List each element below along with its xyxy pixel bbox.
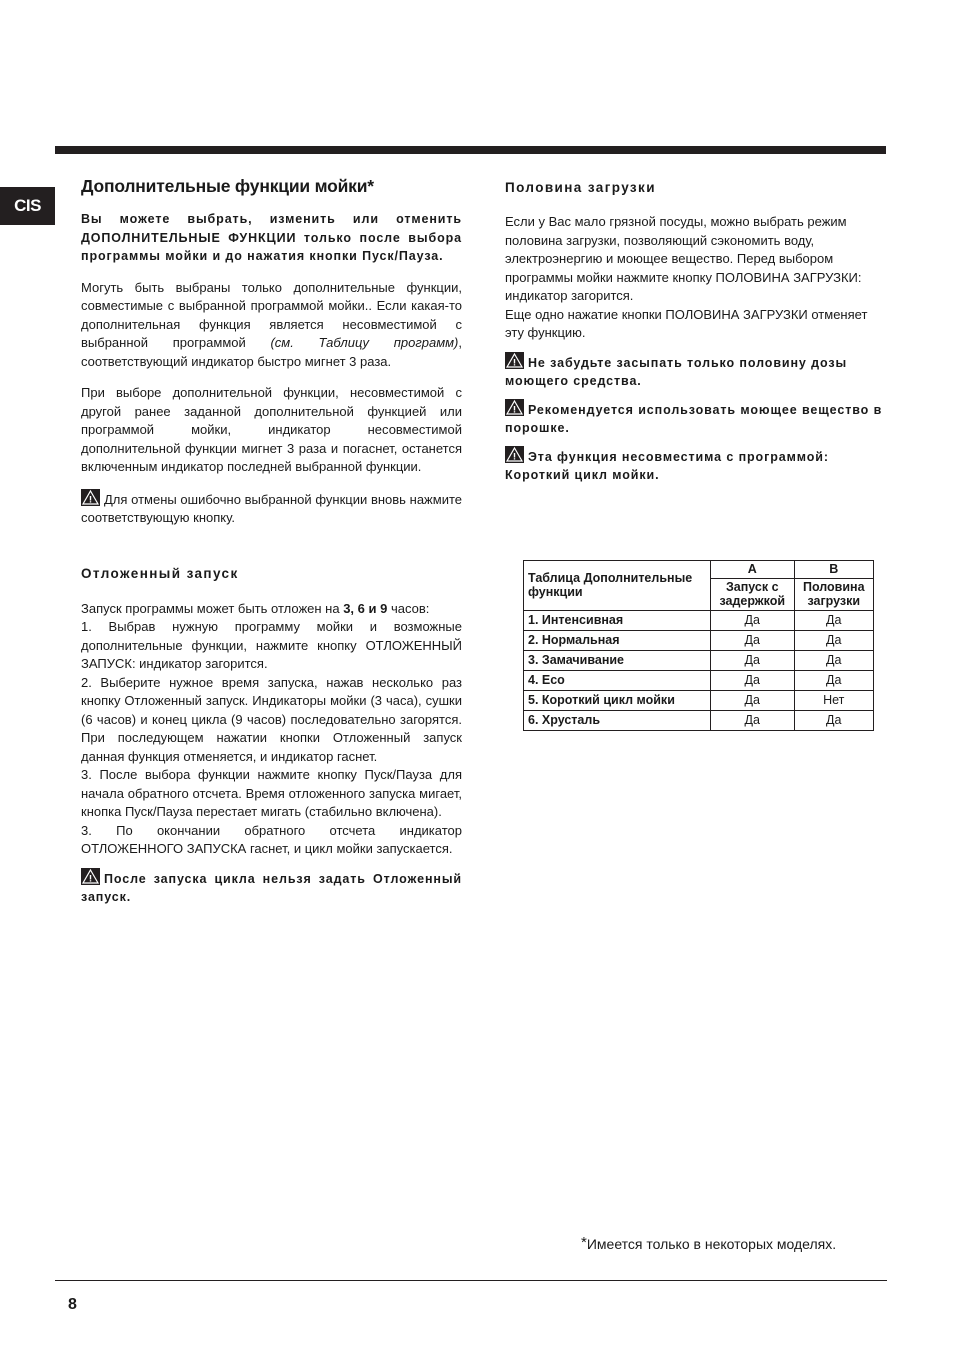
row-function: 5. Короткий цикл мойки — [524, 690, 711, 710]
warning-delay — [81, 868, 462, 907]
half-load-para: Если у Вас мало грязной посуды, можно выбрать режим половина загрузки, позволяющий сэкономить воду, электроэнергию и моющее вещество. Перед выбором программы мойки нажмите кнопку ПОЛОВИНА ЗАГРУЗКИ: индикатор загорится. — [505, 214, 862, 303]
row-half: Да — [794, 710, 873, 730]
options-table — [523, 560, 874, 731]
table-row — [524, 650, 874, 670]
options-table-wrap — [523, 560, 874, 731]
warning-short-cycle — [505, 446, 885, 485]
warning-powder-text: Рекомендуется использовать моющее вещество в порошке. — [505, 402, 883, 435]
col-a-name: Запуск с задержкой — [711, 578, 795, 610]
delay-title: Отложенный запуск — [81, 565, 239, 581]
row-delay: Да — [711, 610, 795, 630]
row-function: 2. Нормальная — [524, 630, 711, 650]
col-b-letter: B — [794, 561, 873, 579]
row-delay: Да — [711, 670, 795, 690]
row-delay: Да — [711, 650, 795, 670]
warning-short-cycle-text: Эта функция несовместима с программой: Короткий цикл мойки. — [505, 449, 829, 482]
row-function: 4. Eco — [524, 670, 711, 690]
delay-intro — [81, 600, 462, 619]
bottom-rule — [55, 1280, 887, 1281]
table-row — [524, 670, 874, 690]
delay-step: 3. По окончании обратного отсчета индикатор ОТЛОЖЕННОГО ЗАПУСКА гаснет, и цикл мойки запускается. — [81, 822, 462, 856]
delay-intro-text: Запуск программы может быть отложен на — [81, 600, 344, 616]
footnote-mark: * — [581, 1234, 587, 1251]
para-compat-end: , соответствующий индикатор быстро мигнет 3 раза. — [81, 335, 462, 369]
warning-powder — [505, 399, 885, 438]
delay-step: 2. Выберите нужное время запуска, нажав несколько раз кнопку Отложенный запуск. Индикаторы мойки (3 часа), сушки (6 часов) и конец цикла (9 часов) последовательно загорятся. При последующем нажатии кнопки Отложенный запуск данная функция отменяется, и индикатор гаснет. — [81, 674, 462, 764]
program-table-ref: (см. Таблицу программ) — [270, 335, 459, 350]
table-row — [524, 630, 874, 650]
delay-intro-end: часов: — [387, 600, 430, 616]
right-column — [505, 180, 885, 485]
section-title: Дополнительные функции мойки* — [81, 176, 374, 196]
row-half: Да — [794, 630, 873, 650]
warning-icon — [81, 868, 100, 885]
row-function: 3. Замачивание — [524, 650, 711, 670]
table-row — [524, 610, 874, 630]
footnote — [581, 1234, 836, 1252]
intro-bold: Вы можете выбрать, изменить или отменить ДОПОЛНИТЕЛЬНЫЕ ФУНКЦИИ только после выбора программы мойки и до нажатия кнопки Пуск/Пауза. — [81, 212, 462, 263]
table-row — [524, 710, 874, 730]
warning-icon — [81, 489, 100, 506]
warning-delay-text: После запуска цикла нельзя задать Отложенный запуск. — [81, 871, 462, 904]
table-row — [524, 690, 874, 710]
warning-icon — [505, 446, 524, 463]
delay-step: 1. Выбрав нужную программу мойки и возможные дополнительные функции, нажмите кнопку ОТЛОЖЕННЫЙ ЗАПУСК: индикатор загорится. — [81, 619, 462, 671]
warning-icon — [505, 399, 524, 416]
col-a-letter: A — [711, 561, 795, 579]
para-compat — [81, 279, 462, 372]
delay-hours: 3, 6 и 9 — [343, 600, 388, 616]
row-function: 1. Интенсивная — [524, 610, 711, 630]
row-half: Нет — [794, 690, 873, 710]
warning-cancel-text: Для отмены ошибочно выбранной функции вновь нажмите соответствующую кнопку. — [81, 491, 462, 525]
para-compat-text: Могуть быть выбраны только дополнительные функции, совместимые с выбранной программой мойки.. Если какая-то дополнительная функция является несовместимой с выбранной программой — [81, 279, 462, 350]
warning-cancel — [81, 489, 462, 528]
row-half: Да — [794, 650, 873, 670]
footnote-text: Имеется только в некоторых моделях. — [586, 1236, 837, 1252]
half-load-title: Половина загрузки — [505, 180, 656, 195]
left-column — [81, 176, 462, 907]
row-half: Да — [794, 610, 873, 630]
table-header-label: Таблица Дополнительные функции — [524, 561, 711, 611]
row-delay: Да — [711, 710, 795, 730]
row-half: Да — [794, 670, 873, 690]
warning-half-dose — [505, 352, 885, 391]
half-load-cancel: Еще одно нажатие кнопки ПОЛОВИНА ЗАГРУЗКИ отменяет эту функцию. — [505, 306, 868, 340]
delay-step: 3. После выбора функции нажмите кнопку Пуск/Пауза для начала обратного отсчета. Время отложенного запуска мигает, кнопка Пуск/Пауза перестает мигать (стабильно включена). — [81, 767, 462, 819]
warning-icon — [505, 352, 524, 369]
row-delay: Да — [711, 630, 795, 650]
warning-half-dose-text: Не забудьте засыпать только половину дозы моющего средства. — [505, 355, 848, 388]
language-tab: CIS — [0, 187, 55, 225]
top-rule — [55, 146, 886, 154]
col-b-name: Половина загрузки — [794, 578, 873, 610]
row-function: 6. Хрусталь — [524, 710, 711, 730]
page-number: 8 — [68, 1296, 77, 1313]
para-incompatible: При выборе дополнительной функции, несовместимой с другой ранее заданной дополнительной функцией или программой мойки, индикатор несовместимой дополнительной функции мигнет 3 раза и погаснет, останется включенным индикатор последней выбранной функции. — [81, 385, 462, 474]
row-delay: Да — [711, 690, 795, 710]
